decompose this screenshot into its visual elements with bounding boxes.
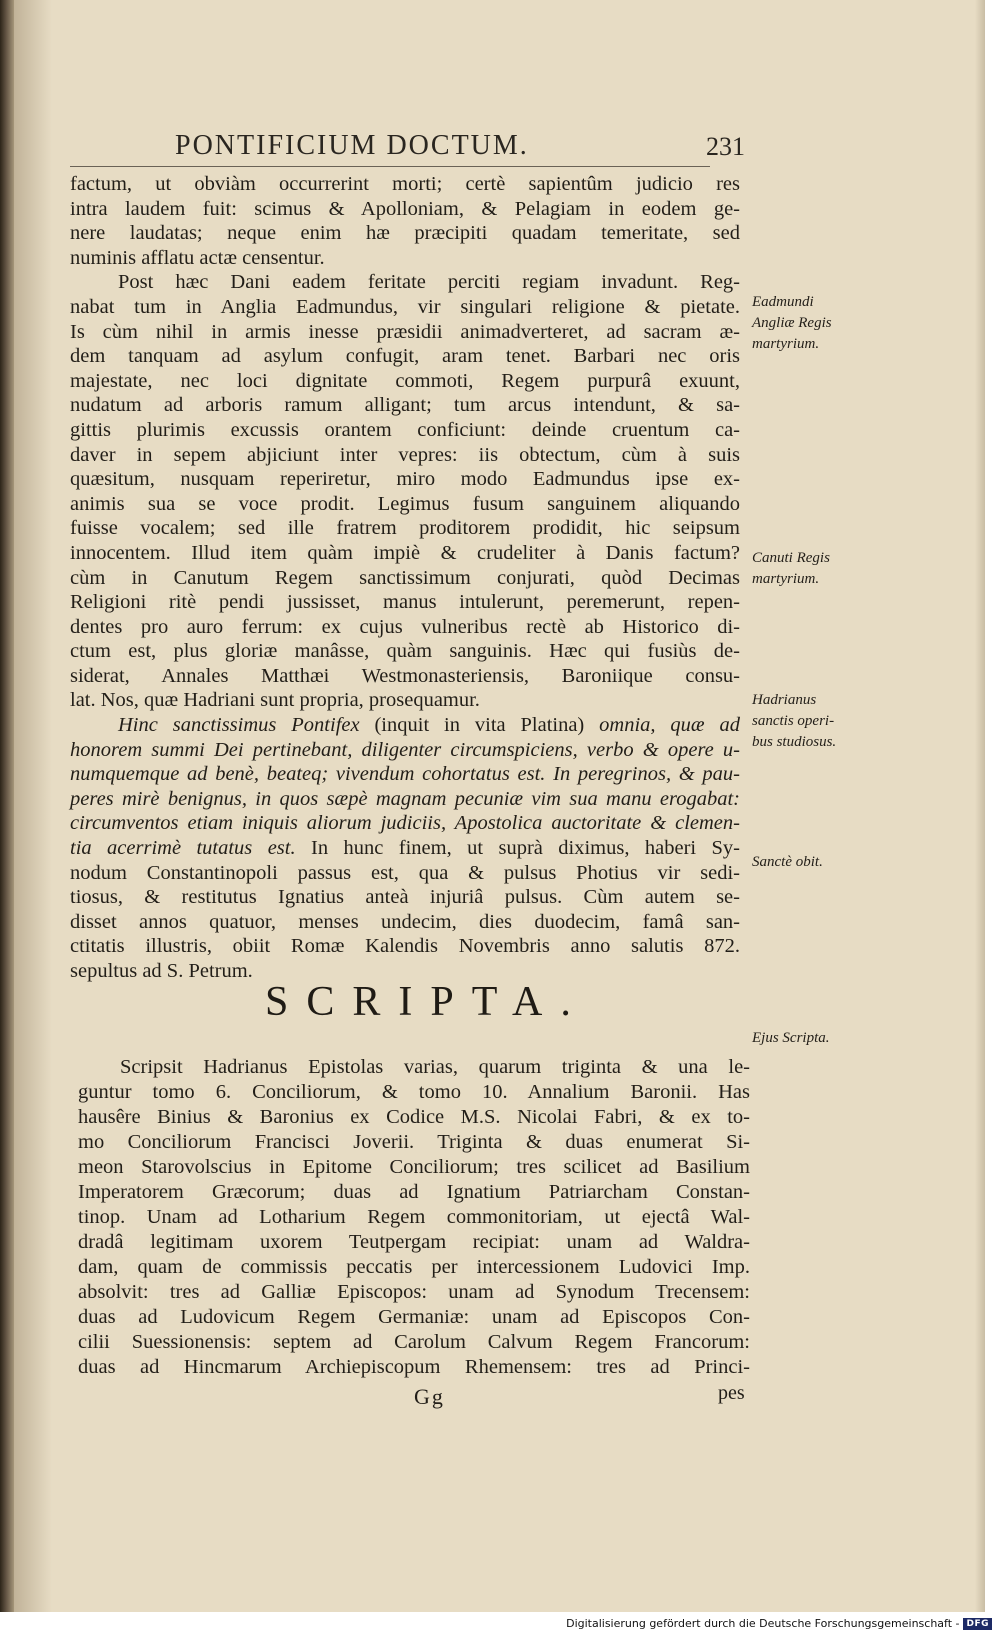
- marginal-note-line: Sanctè obit.: [752, 854, 823, 870]
- book-gutter: [0, 0, 14, 1612]
- text-line: intra laudem fuit: scimus & Apolloniam, & Pelagiam in eodem ge-: [70, 197, 740, 220]
- digitization-footer: [566, 1617, 992, 1630]
- section-title: SCRIPTA.: [265, 979, 589, 1025]
- scripta-text: [78, 1055, 750, 1380]
- text-line: majestate, nec loci dignitate commoti, Regem purpurâ exuunt,: [70, 369, 740, 392]
- marginal-note-line: sanctis operi-: [752, 713, 835, 729]
- text-line: honorem summi Dei pertinebant, diligenter circumspiciens, verbo & opere u-: [70, 738, 740, 761]
- italic-run: Hinc sanctissimus Pontifex: [118, 714, 360, 737]
- marginal-note: [752, 548, 857, 590]
- italic-run: omnia, quæ ad: [599, 714, 740, 737]
- catchword: pes: [718, 1382, 745, 1404]
- text-line: guntur tomo 6. Conciliorum, & tomo 10. Annalium Baronii. Has: [78, 1081, 750, 1103]
- text-line: disset annos quatuor, menses undecim, dies duodecim, famâ san-: [70, 910, 740, 933]
- signature-mark: Gg: [414, 1384, 445, 1409]
- text-line: tiosus, & restitutus Ignatius anteà injuriâ pulsus. Cùm autem se-: [70, 886, 740, 909]
- text-line: cilii Suessionensis: septem ad Carolum Calvum Regem Francorum:: [78, 1331, 750, 1353]
- text-line: meon Starovolscius in Epitome Conciliorum; tres scilicet ad Basilium: [78, 1156, 750, 1178]
- text-line: ctitatis illustris, obiit Romæ Kalendis Novembris anno salutis 872.: [70, 935, 740, 958]
- marginal-note-line: martyrium.: [752, 571, 820, 587]
- text-line: duas ad Hincmarum Archiepiscopum Rhemensem: tres ad Princi-: [78, 1356, 750, 1378]
- text-line: duas ad Ludovicum Regem Germaniæ: unam ad Episcopos Con-: [78, 1306, 750, 1328]
- text-line: nodum Constantinopoli passus est, qua & pulsus Photius vir sedi-: [70, 861, 740, 884]
- text-line: absolvit: tres ad Galliæ Episcopos: unam ad Synodum Trecensem:: [78, 1281, 750, 1303]
- text-line: cùm in Canutum Regem sanctissimum conjurati, quòd Decimas: [70, 566, 740, 589]
- marginal-note-line: martyrium.: [752, 336, 820, 352]
- footer-text: Digitalisierung gefördert durch die Deutsche Forschungsgemeinschaft -: [566, 1617, 960, 1630]
- marginal-note: [752, 852, 857, 873]
- text-line: dam, quam de commissis peccatis per intercessionem Ludovici Imp.: [78, 1256, 750, 1278]
- marginal-note: [752, 292, 857, 355]
- marginal-note-line: Eadmundi: [752, 294, 814, 310]
- marginal-note-line: Hadrianus: [752, 692, 817, 708]
- text-line: ctum est, plus gloriæ manâsse, quàm sanguinis. Hæc qui fusiùs de-: [70, 640, 740, 663]
- marginal-note: [752, 690, 857, 753]
- text-line: nudatum ad arboris ramum alligant; tum arcus intendunt, & sa-: [70, 394, 740, 417]
- text-line: [70, 713, 740, 738]
- text-line: factum, ut obviàm occurrerint morti; certè sapientûm judicio res: [70, 173, 740, 195]
- text-line: numquemque ad benè, beateq; vivendum cohortatus est. In peregrinos, & pau-: [70, 763, 740, 786]
- roman-run: In hunc finem, ut suprà diximus, haberi Sy-: [295, 837, 740, 860]
- marginal-note: [752, 1028, 857, 1049]
- text-line: [70, 836, 740, 861]
- marginal-note-line: Angliæ Regis: [752, 315, 832, 331]
- text-line: tinop. Unam ad Lotharium Regem commonitoriam, ut ejectâ Wal-: [78, 1206, 750, 1228]
- page-number: 231: [706, 132, 745, 161]
- gutter-shadow: [14, 0, 52, 1612]
- main-text: [70, 172, 740, 984]
- text-line: hausêre Binius & Baronius ex Codice M.S. Nicolai Fabri, & ex to-: [78, 1106, 750, 1128]
- text-line: peres mirè benignus, in quos sæpè magnam pecuniæ vim sua manu erogabat:: [70, 787, 740, 810]
- marginal-note-line: Canuti Regis: [752, 550, 830, 566]
- text-line: dem tanquam ad asylum confugit, aram tenet. Barbari nec oris: [70, 345, 740, 368]
- text-line: Is cùm nihil in armis inesse præsidii animadverteret, ad sacram æ-: [70, 320, 740, 343]
- text-line: nere laudatas; neque enim hæ præcipiti quadam temeritate, sed: [70, 222, 740, 245]
- text-line: mo Conciliorum Francisci Joverii. Triginta & duas enumerat Si-: [78, 1131, 750, 1153]
- running-title: PONTIFICIUM DOCTUM.: [175, 130, 529, 161]
- text-line: sepultus ad S. Petrum.: [70, 960, 253, 982]
- text-line: gittis plurimis excussis orantem conficiunt: deinde cruentum ca-: [70, 418, 740, 441]
- text-line: Scripsit Hadrianus Epistolas varias, quarum triginta & una le-: [120, 1056, 750, 1078]
- roman-run: (inquit in vita Platina): [359, 714, 600, 737]
- text-line: dentes pro auro ferrum: ex cujus vulneribus rectè ab Historico di-: [70, 615, 740, 638]
- text-line: lat. Nos, quæ Hadriani sunt propria, prosequamur.: [70, 689, 480, 712]
- text-line: quæsitum, nusquam reperiretur, miro modo Eadmundus ipse ex-: [70, 468, 740, 491]
- text-line: Post hæc Dani eadem feritate perciti regiam invadunt. Reg-: [118, 271, 740, 294]
- text-line: numinis afflatu actæ censentur.: [70, 246, 325, 269]
- text-line: nabat tum in Anglia Eadmundus, vir singulari religione & pietate.: [70, 295, 740, 318]
- text-line: Imperatorem Græcorum; duas ad Ignatium Patriarcham Constan-: [78, 1181, 750, 1203]
- marginal-note-line: bus studiosus.: [752, 734, 837, 750]
- text-line: daver in sepem abjiciunt inter vepres: iis obtectum, cùm à suis: [70, 443, 740, 466]
- text-line: siderat, Annales Matthæi Westmonasteriensis, Baroniique consu-: [70, 664, 740, 687]
- text-line: innocentem. Illud item quàm impiè & crudeliter à Danis factum?: [70, 541, 740, 564]
- text-line: animis sua se voce prodit. Legimus fusum sanguinem aliquando: [70, 492, 740, 515]
- text-line: Religioni ritè pendi jussisset, manus intulerunt, peremerunt, repen-: [70, 591, 740, 614]
- marginal-note-line: Ejus Scripta.: [752, 1030, 830, 1046]
- header-rule: [70, 166, 710, 167]
- dfg-logo-icon: DFG: [963, 1618, 992, 1630]
- text-line: circumventos etiam iniquis aliorum judiciis, Apostolica auctoritate & clemen-: [70, 812, 740, 835]
- text-line: fuisse vocalem; sed ille fratrem proditorem prodidit, hic seipsum: [70, 517, 740, 540]
- page-edge: [975, 0, 985, 1612]
- italic-run: tia acerrimè tutatus est.: [70, 837, 296, 860]
- page-header: [175, 130, 745, 164]
- text-line: dradâ legitimam uxorem Teutpergam recipiat: unam ad Waldra-: [78, 1231, 750, 1253]
